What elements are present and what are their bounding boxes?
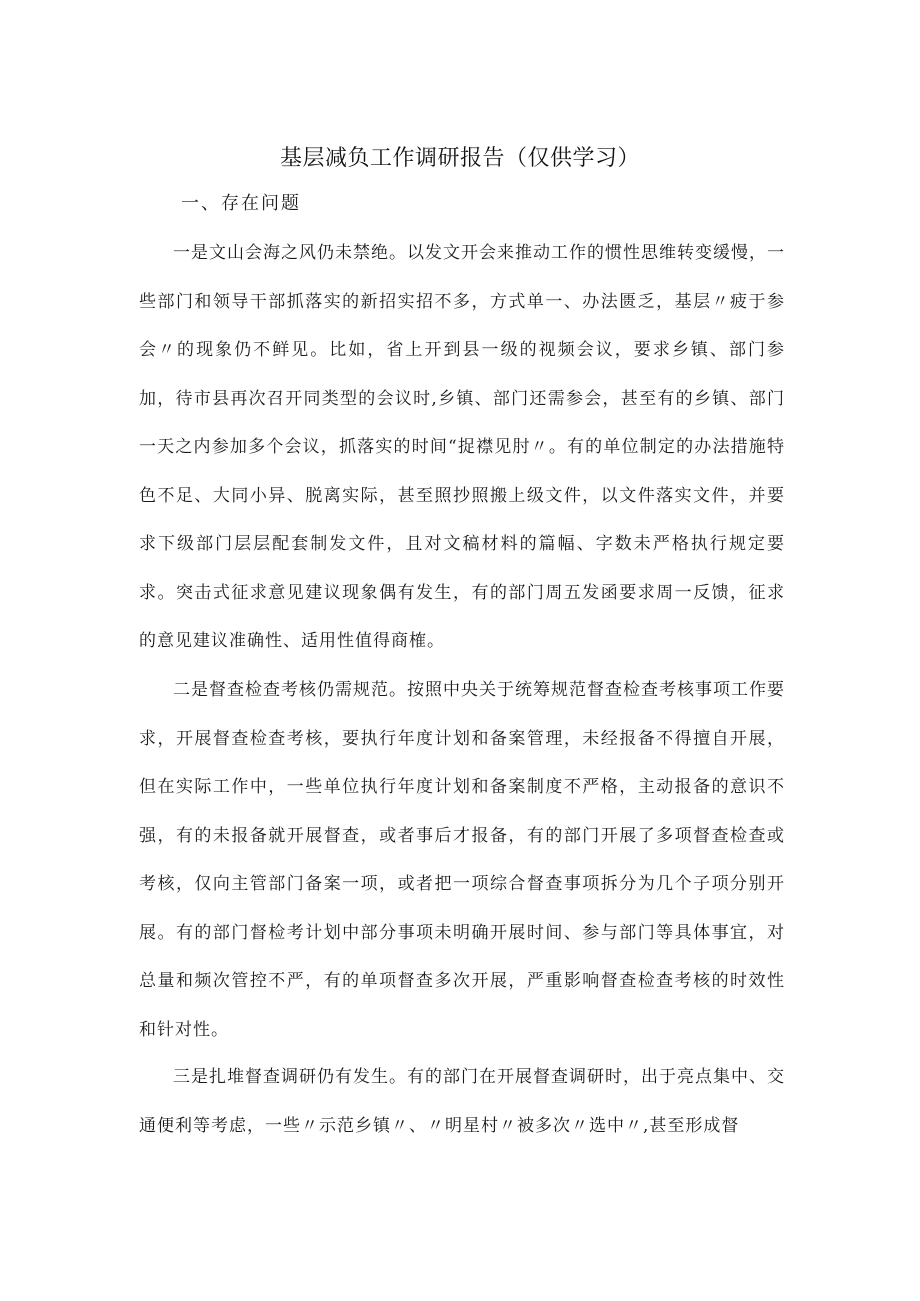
paragraph-1: 一是文山会海之风仍未禁绝。以发文开会来推动工作的惯性思维转变缓慢，一些部门和领导干部抓落实的新招实招不多，方式单一、办法匮乏，基层〃疲于参会〃的现象仍不鲜见。比如，省上开到县一级的视频会议，要求乡镇、部门参加，待市县再次召开同类型的会议时,乡镇、部门还需参会，甚至有的乡镇、部门一天之内参加多个会议，抓落实的时间“捉襟见肘〃。有的单位制定的办法措施特色不足、大同小异、脱离实际，甚至照抄照搬上级文件，以文件落实文件，并要求下级部门层层配套制发文件，且对文稿材料的篇幅、字数未严格执行规定要求。突击式征求意见建议现象偶有发生，有的部门周五发函要求周一反馈，征求的意见建议准确性、适用性值得商榷。: [139, 243, 785, 651]
section-heading: 一、存在问题: [181, 193, 301, 214]
document-title: 基层减负工作调研报告（仅供学习）: [279, 146, 640, 171]
paragraph-2: 二是督查检查考核仍需规范。按照中央关于统筹规范督查检查考核事项工作要求，开展督查检查考核，要执行年度计划和备案管理，未经报备不得擅自开展，但在实际工作中，一些单位执行年度计划和备案制度不严格，主动报备的意识不强，有的未报备就开展督查，或者事后才报备，有的部门开展了多项督查检查或考核，仅向主管部门备案一项，或者把一项综合督查事项拆分为几个子项分别开展。有的部门督检考计划中部分事项未明确开展时间、参与部门等具体事宜，对总量和频次管控不严，有的单项督查多次开展，严重影响督查检查考核的时效性和针对性。: [139, 680, 785, 1040]
paragraph-3: 三是扎堆督查调研仍有发生。有的部门在开展督查调研时，出于亮点集中、交通便利等考虑，一些〃示范乡镇〃、〃明星村〃被多次〃选中〃,甚至形成督: [139, 1067, 785, 1136]
